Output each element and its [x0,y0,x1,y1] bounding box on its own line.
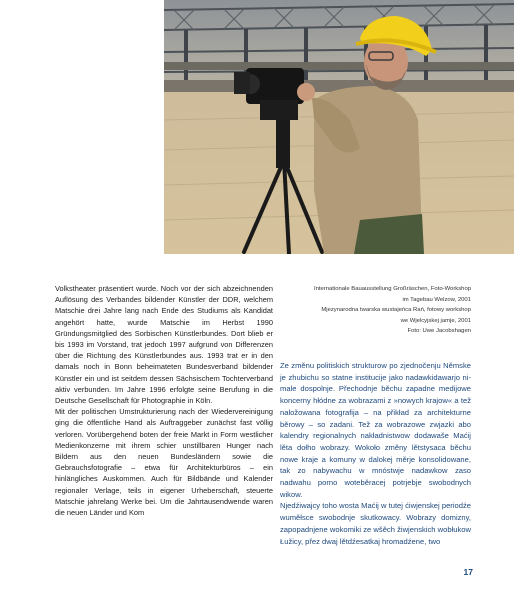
sorbian-paragraph-2: Njedźiwajcy toho wosta Maćij w tutej ćiwjenskej periodźe wuměłsce swobodnje skutkowacy. Wobrazy domizny, zapopadnjene wokomiki ze wšěch žiwjenskich wobłukow Łužicy, přez dwaj lětdźesatkaj hromadźene, two [280,501,471,546]
photographer-with-camera-on-tripod-icon [164,0,514,254]
sorbian-paragraph-1: Ze změnu politiskich strukturow po zjednočenju Němske je zhubichu so statne institucije jako nadawkidawarjo nimale dospolnje. Přechodnje běchu zapadne medijowe koncerny hłódne za wobrazami z »nowych krajow« a tež naložowana fotografija – na přikład za architekturne běrowy – so zadani. Tež za wobrazowe zwjazki abo kalendry regionalnych nakładnistwow dodawaše Maćij lěta dołho wobrazy. Wokoło změny lětstysaca běchu nowe kraje a komuny w dalokej měrje konsolidowane, tak zo nabywachu w mnóstwje nadawkow zaso nadwahu porno woteběracej potrjebje swobodnych wikow. [280,361,471,499]
german-paragraph-1: Volkstheater präsentiert wurde. Noch vor der sich abzeichnenden Auflösung des Verbandes bildender Künstler der DDR, welchem Matschie drei Jahre lang nach Ende des Studiums als Kandidat angehört hatte, wurde Matschie im Herbst 1990 Gründungsmitglied des Sorbischen Künstlerbundes. Dort blieb er bis 1993 im Vorstand, trat jedoch 1997 aufgrund von Differenzen über die Richtung des Künstlerbundes aus. 1993 trat er in den damals noch in Bonn beheimateten Bundesverband bildender Künstler ein und ist seitdem dessen Sächsischem Tochterverband aktiv verbunden. Im Jahre 1996 erfolgte seine Berufung in die Deutsche Gesellschaft für Photographie in Köln. [55,284,273,406]
caption-line: Mjezynarodna twarska wustajeńca Rań, fotowy workshop [321,307,471,313]
photo-photographer-at-open-pit-mine [164,0,514,254]
caption-credit: Foto: Uwe Jacobshagen [407,328,471,334]
sorbian-text-column [280,360,471,547]
german-paragraph-2: Mit der politischen Umstrukturierung nach der Wiedervereinigung ging die öffentliche Hand als Auftraggeber zunächst fast völlig verloren. Vorübergehend boten der freie Markt in Form westlicher Medienkonzerne mit ihrem schier unstillbaren Hunger nach Bildern aus den neuen Bundesländern sowie die Gebrauchsfotografie – etwa für Architekturbüros – ein hinlängliches Auskommen. Auch für Bildbände und Kalender regionaler Verlage, teils in eigener Urheberschaft, steuerte Matschie jahrelang Werke bei. Um die Jahrtausendwende waren die neuen Länder und Kom [55,407,273,518]
caption-line: Internationale Bauausstellung Großräschen, Foto-Workshop [313,286,471,292]
caption-line: we Wjelcyjskej jamje, 2001 [400,317,471,324]
page-number: 17 [463,567,473,577]
caption-line: im Tagebau Welzow, 2001 [402,296,471,303]
photo-caption [286,284,471,337]
german-text-column [55,283,273,518]
